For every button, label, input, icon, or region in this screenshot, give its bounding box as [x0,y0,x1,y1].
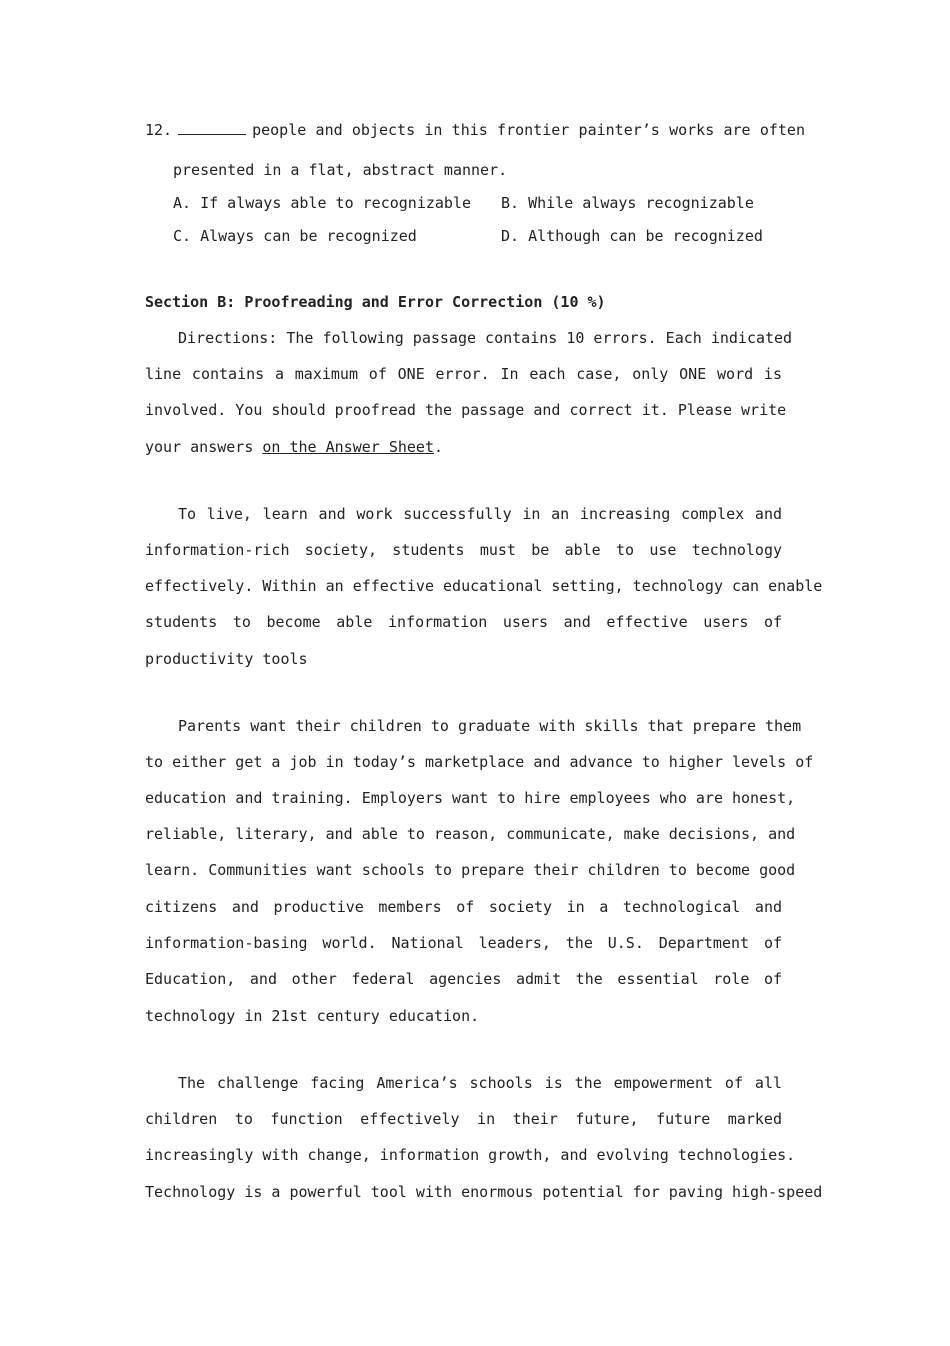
option-a-label: A. [173,194,192,212]
passage-line: to either get a job in today’s marketplace and advance to higher levels of [145,753,814,771]
passage-line: students to become able information users and effective users of [145,613,782,631]
passage-line: information-rich society, students must be able to use technology [145,541,782,559]
option-a [173,193,493,213]
directions-suffix: . [434,438,444,456]
passage-line: learn. Communities want schools to prepare their children to become good [145,861,796,879]
directions-line: Directions: The following passage contains 10 errors. Each indicated [178,329,793,347]
passage-line: education and training. Employers want to hire employees who are honest, [145,789,796,807]
question-number: 12. [145,121,173,139]
question-12-stem-line-1 [145,120,805,140]
passage-line: reliable, literary, and able to reason, communicate, make decisions, and [145,825,796,843]
passage-line: The challenge facing America’s schools is the empowerment of all [178,1074,782,1092]
directions-line-last [145,437,782,457]
answer-sheet-reference: on the Answer Sheet [262,438,434,456]
option-d-text: Although can be recognized [528,227,763,245]
section-b-heading: Section B: Proofreading and Error Correction (10 %) [145,293,606,311]
option-d [501,226,801,246]
passage-line: productivity tools [145,650,308,668]
option-b [501,193,801,213]
passage-line: citizens and productive members of society in a technological and [145,898,782,916]
question-12-stem-line-2: presented in a flat, abstract manner. [173,161,508,179]
directions-prefix: your answers [145,438,263,456]
option-c [173,226,493,246]
passage-line: To live, learn and work successfully in an increasing complex and [178,505,782,523]
passage-line: technology in 21st century education. [145,1007,480,1025]
option-b-text: While always recognizable [528,194,754,212]
passage-line: Education, and other federal agencies admit the essential role of [145,970,782,988]
question-stem: people and objects in this frontier painter’s works are often [252,121,805,139]
passage-line: children to function effectively in their future, future marked [145,1110,782,1128]
answer-blank [178,121,246,135]
passage-line: information-basing world. National leaders, the U.S. Department of [145,934,782,952]
option-c-text: Always can be recognized [200,227,417,245]
directions-line: line contains a maximum of ONE error. In each case, only ONE word is [145,365,782,383]
passage-line: Technology is a powerful tool with enormous potential for paving high-speed [145,1183,823,1201]
option-a-text: If always able to recognizable [200,194,472,212]
option-c-label: C. [173,227,192,245]
passage-line: effectively. Within an effective educational setting, technology can enable [145,577,823,595]
passage-line: Parents want their children to graduate with skills that prepare them [178,717,802,735]
option-d-label: D. [501,227,520,245]
option-b-label: B. [501,194,520,212]
passage-line: increasingly with change, information growth, and evolving technologies. [145,1146,796,1164]
directions-line: involved. You should proofread the passage and correct it. Please write [145,401,787,419]
